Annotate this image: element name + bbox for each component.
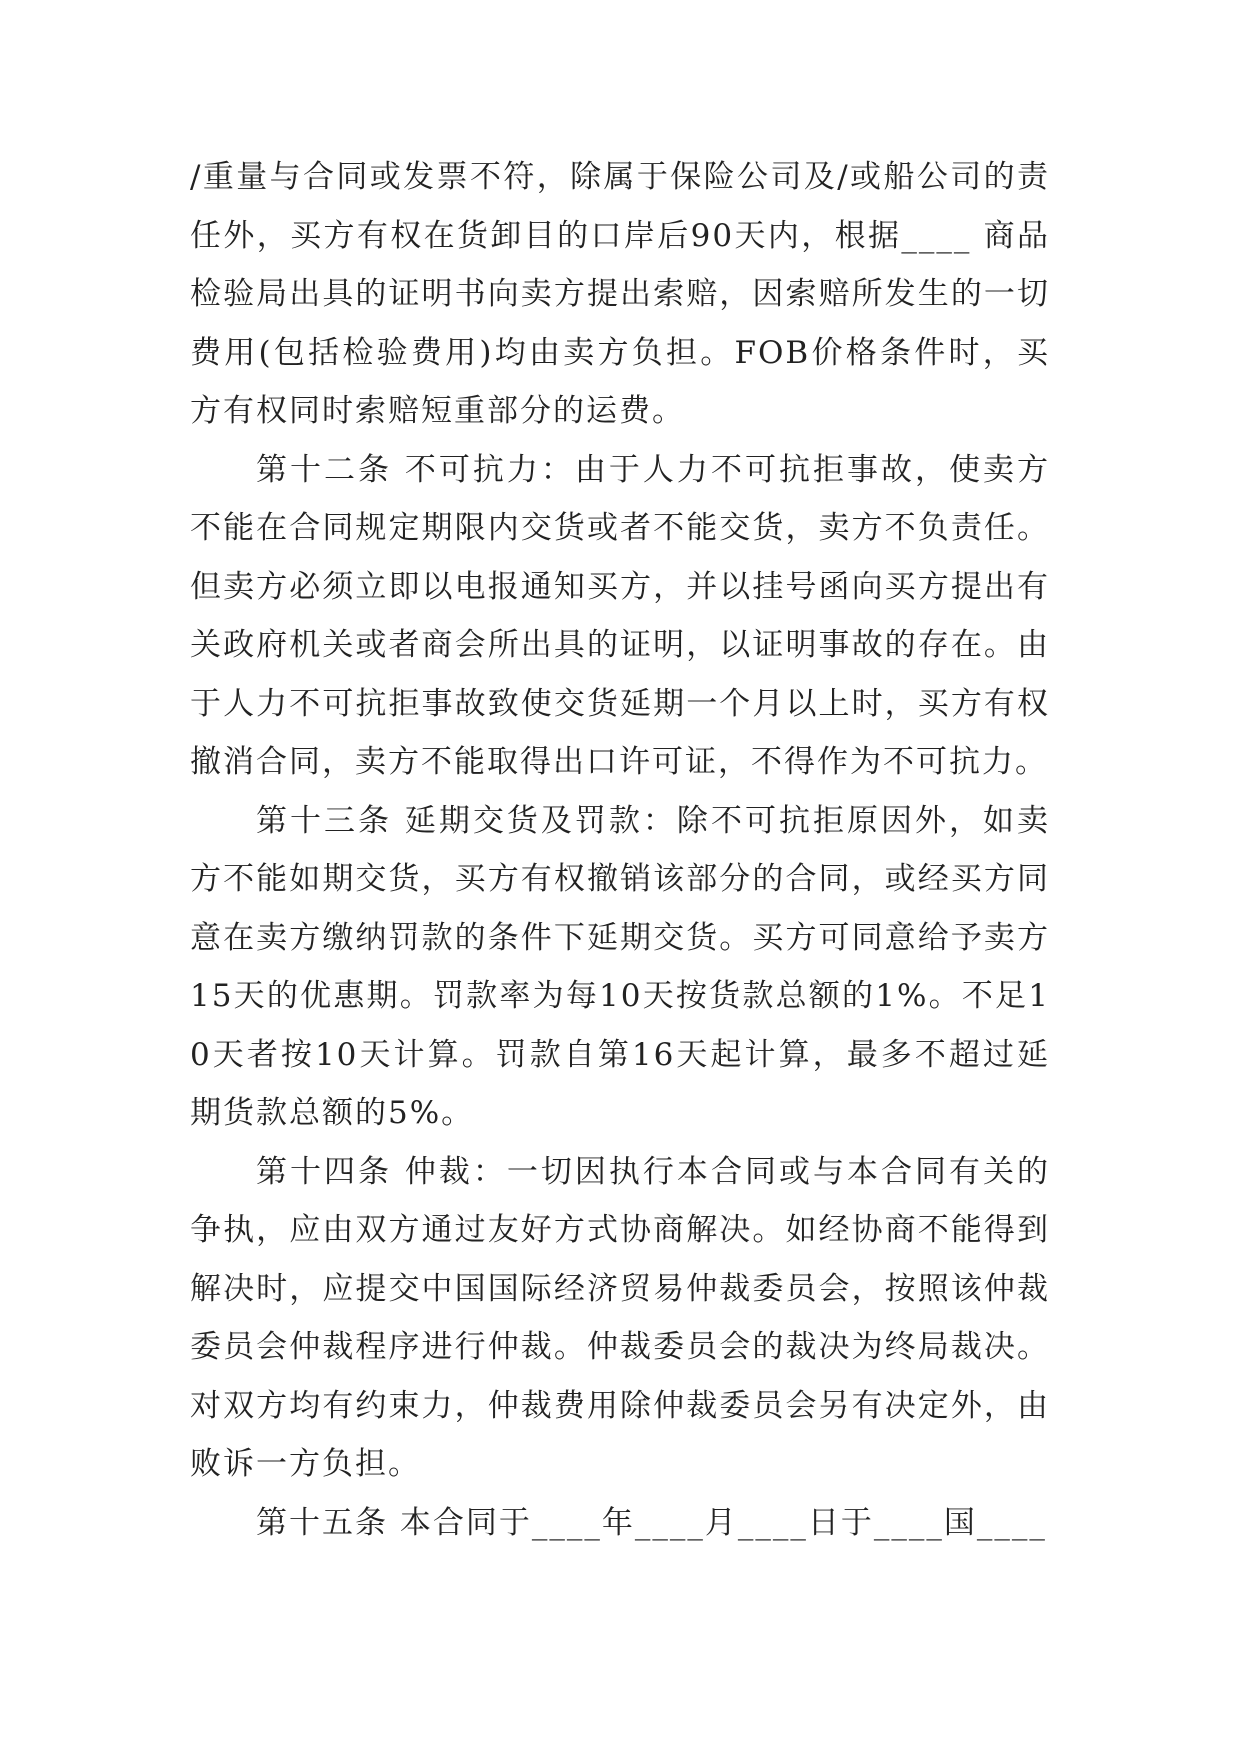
paragraph-quality-claim: /重量与合同或发票不符，除属于保险公司及/或船公司的责任外，买方有权在货卸目的口岸后90天内，根据____ 商品检验局出具的证明书向卖方提出索赔，因索赔所发生的一切费用(包括检验费用)均由卖方负担。FOB价格条件时，买方有权同时索赔短重部分的运费。 [190,159,1050,429]
paragraph-article-13-late-delivery: 第十三条 延期交货及罚款：除不可抗拒原因外，如卖方不能如期交货，买方有权撤销该部分的合同，或经买方同意在卖方缴纳罚款的条件下延期交货。买方可同意给予卖方15天的优惠期。罚款率为每10天按货款总额的1%。不足10天者按10天计算。罚款自第16天起计算，最多不超过延期货款总额的5%。 [190,802,1050,1131]
document-body [190,148,1050,1552]
paragraph-article-12-force-majeure: 第十二条 不可抗力：由于人力不可抗拒事故，使卖方不能在合同规定期限内交货或者不能交货，卖方不负责任。但卖方必须立即以电报通知买方，并以挂号函向买方提出有关政府机关或者商会所出具的证明，以证明事故的存在。由于人力不可抗拒事故致使交货延期一个月以上时，买方有权撤消合同，卖方不能取得出口许可证，不得作为不可抗力。 [190,451,1050,780]
paragraph-article-14-arbitration: 第十四条 仲裁：一切因执行本合同或与本合同有关的争执，应由双方通过友好方式协商解决。如经协商不能得到解决时，应提交中国国际经济贸易仲裁委员会，按照该仲裁委员会仲裁程序进行仲裁。仲裁委员会的裁决为终局裁决。对双方均有约束力，仲裁费用除仲裁委员会另有决定外，由败诉一方负担。 [190,1153,1050,1482]
paragraph-article-15-signing: 第十五条 本合同于____年____月____日于____国____ [256,1504,1047,1541]
